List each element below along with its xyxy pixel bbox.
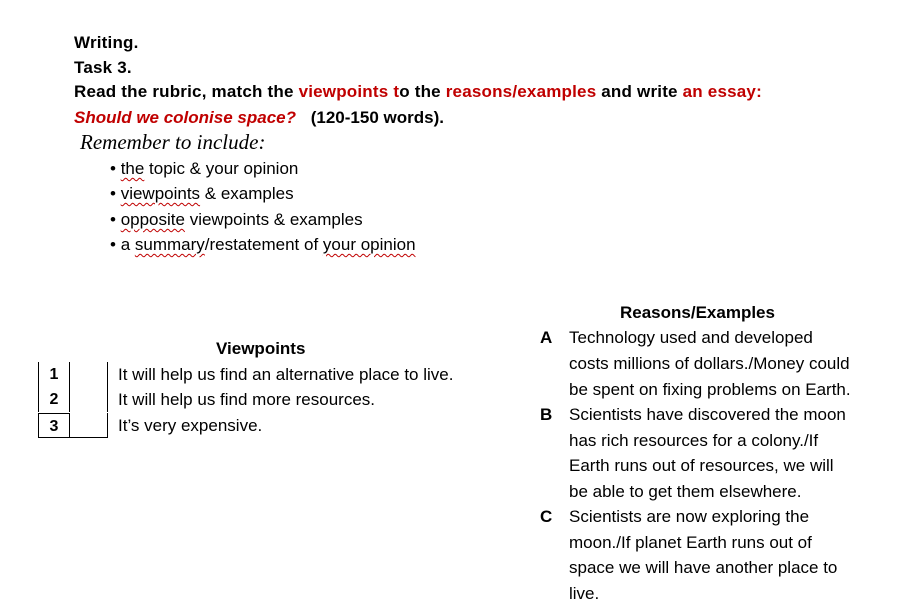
remember-item [110, 159, 298, 179]
viewpoint-number: 2 [38, 387, 70, 412]
rubric-instruction [74, 82, 762, 102]
reason-line: live. [569, 584, 600, 603]
viewpoint-answer-box[interactable] [70, 413, 108, 438]
viewpoints-title: Viewpoints [216, 339, 306, 358]
remember-item-word: your opinion [322, 235, 416, 254]
bullet: • [110, 235, 116, 254]
word-count: (120-150 words). [310, 108, 444, 127]
remember-item-text: & examples [200, 184, 294, 203]
remember-item-text: viewpoints & examples [184, 210, 363, 229]
instruction-viewpoints: viewpoints t [298, 82, 400, 101]
remember-item [110, 235, 416, 255]
bullet: • [110, 184, 116, 203]
reason-line: be able to get them elsewhere. [569, 482, 802, 501]
bullet: • [110, 159, 116, 178]
reason-line: Technology used and developed [569, 328, 813, 347]
reason-letter: A [540, 328, 553, 347]
instruction-reasons: reasons/examples [445, 82, 597, 101]
remember-item-word: viewpoints [120, 184, 201, 203]
reason-line: Earth runs out of resources, we will [569, 456, 834, 475]
reason-line: costs millions of dollars./Money could [569, 354, 850, 373]
remember-item-text: a [120, 235, 135, 254]
viewpoint-number: 1 [38, 362, 70, 387]
reason-line: Scientists have discovered the moon [569, 405, 846, 424]
remember-item [110, 184, 294, 204]
remember-item [110, 210, 363, 230]
reason-line: be spent on fixing problems on Earth. [569, 380, 851, 399]
reason-letter: B [540, 405, 553, 424]
instruction-text-3: and write [596, 82, 683, 101]
remember-title: Remember to include: [80, 130, 266, 154]
instruction-text-1: Read the rubric, match the [74, 82, 299, 101]
reason-line: has rich resources for a colony./If [569, 431, 819, 450]
reason-line: Scientists are now exploring the [569, 507, 810, 526]
instruction-essay: an essay: [682, 82, 762, 101]
viewpoint-number: 3 [38, 413, 70, 438]
remember-item-word: opposite [120, 210, 185, 229]
viewpoint-answer-box[interactable] [70, 387, 108, 412]
viewpoint-text: It will help us find an alternative place to live. [118, 365, 454, 384]
bullet: • [110, 210, 116, 229]
heading-writing: Writing. [74, 33, 139, 52]
reason-line: moon./If planet Earth runs out of [569, 533, 812, 552]
viewpoint-text: It’s very expensive. [118, 416, 263, 435]
reasons-title: Reasons/Examples [620, 303, 775, 322]
essay-question: Should we colonise space? [74, 108, 296, 127]
remember-item-word: summary [134, 235, 205, 254]
reason-line: space we will have another place to [569, 558, 838, 577]
remember-item-text: topic & your opinion [144, 159, 299, 178]
reason-letter: C [540, 507, 553, 526]
essay-question-line [74, 108, 444, 128]
remember-item-word: the [120, 159, 145, 178]
heading-task: Task 3. [74, 58, 132, 77]
viewpoint-text: It will help us find more resources. [118, 390, 375, 409]
remember-item-text: /restatement of [204, 235, 323, 254]
viewpoint-answer-box[interactable] [70, 362, 108, 387]
instruction-text-2: o the [399, 82, 446, 101]
